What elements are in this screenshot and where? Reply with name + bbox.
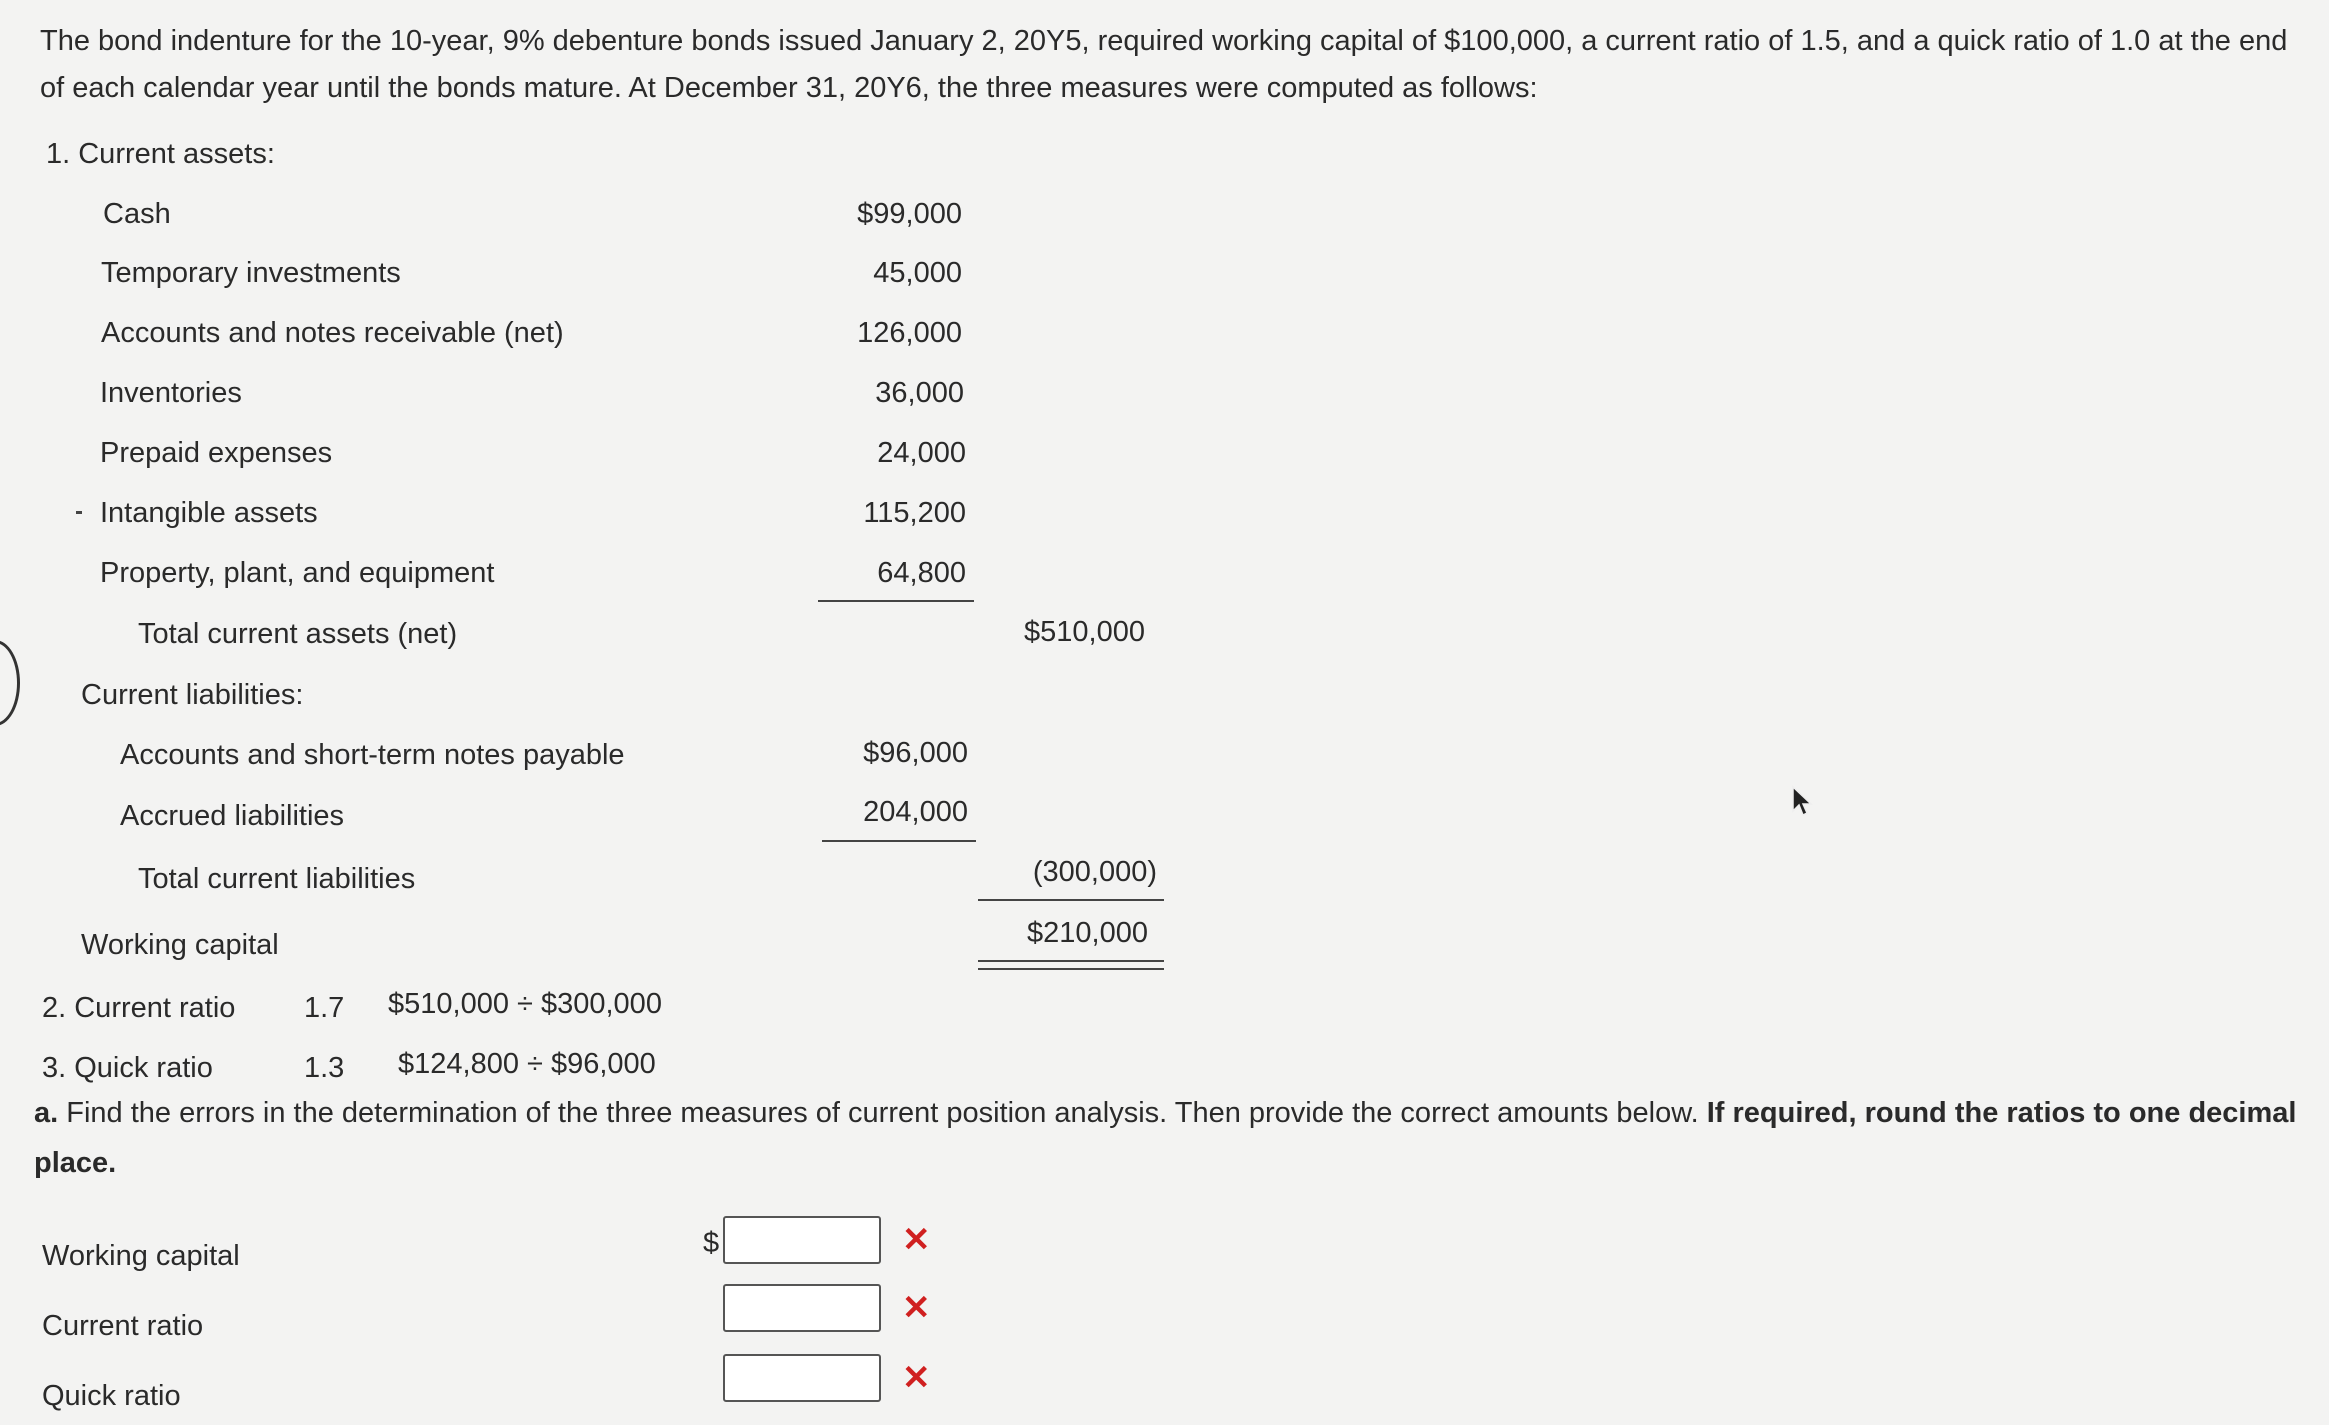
asset-label: Cash: [103, 198, 171, 230]
total-current-liabilities-amount: (300,000): [1032, 856, 1157, 888]
liability-label: Accounts and short-term notes payable: [120, 739, 625, 771]
section-current-assets-heading: 1. Current assets:: [46, 138, 275, 170]
current-ratio-input[interactable]: [723, 1284, 881, 1332]
asset-amount: 64,800: [877, 557, 966, 589]
asset-label: Prepaid expenses: [100, 437, 333, 469]
quick-ratio-label: 3. Quick ratio: [42, 1052, 213, 1084]
question-bold-text: If required, round the ratios to one decimal place.: [34, 1097, 2297, 1179]
asset-amount: 24,000: [877, 437, 966, 469]
total-current-liabilities-label: Total current liabilities: [138, 863, 416, 895]
current-ratio-formula: $510,000 ÷ $300,000: [388, 988, 662, 1020]
question-a: [34, 1088, 2304, 1188]
current-liabilities-heading: Current liabilities:: [81, 679, 304, 711]
page-edge-arc: [0, 640, 20, 726]
asset-label: Intangible assets: [100, 497, 318, 529]
answer-label-current-ratio: Current ratio: [42, 1310, 204, 1342]
total-current-assets-label: Total current assets (net): [138, 618, 458, 650]
asset-amount: 126,000: [857, 317, 962, 349]
total-rule: [978, 899, 1164, 901]
working-capital-input[interactable]: [723, 1216, 881, 1264]
working-capital-label: Working capital: [81, 929, 279, 961]
working-capital-amount: $210,000: [1027, 917, 1148, 949]
asset-label: Accounts and notes receivable (net): [101, 317, 564, 349]
subtotal-rule: [818, 600, 974, 602]
quick-ratio-value: 1.3: [304, 1052, 345, 1084]
incorrect-x-icon: ✕: [902, 1359, 931, 1397]
liability-amount: $96,000: [863, 737, 968, 769]
quick-ratio-input[interactable]: [723, 1354, 881, 1402]
question-prefix: a.: [34, 1097, 59, 1129]
asset-amount: $99,000: [857, 198, 962, 230]
problem-intro: The bond indenture for the 10-year, 9% debenture bonds issued January 2, 20Y5, required working capital of $100,000, a current ratio of 1.5, and a quick ratio of 1.0 at the end of each calendar year until the bonds mature. At December 31, 20Y6, the three measures were computed as follows:: [40, 25, 2288, 104]
question-text: Find the errors in the determination of the three measures of current position analysis. Then provide the correct amounts below.: [66, 1097, 1699, 1129]
answer-label-working-capital: Working capital: [42, 1240, 240, 1272]
total-current-assets-amount: $510,000: [1024, 616, 1145, 648]
asset-label: Temporary investments: [101, 257, 401, 289]
asset-amount: 45,000: [873, 257, 962, 289]
asset-label: Property, plant, and equipment: [100, 557, 495, 589]
asset-amount: 115,200: [863, 497, 966, 529]
liability-amount: 204,000: [863, 796, 968, 828]
liability-label: Accrued liabilities: [120, 800, 345, 832]
currency-symbol: $: [703, 1227, 720, 1259]
answer-label-quick-ratio: Quick ratio: [42, 1380, 181, 1412]
current-ratio-value: 1.7: [304, 992, 345, 1024]
mouse-cursor-icon: [1790, 785, 1816, 819]
quick-ratio-formula: $124,800 ÷ $96,000: [398, 1048, 656, 1080]
incorrect-x-icon: ✕: [902, 1221, 931, 1259]
asset-label: Inventories: [100, 377, 242, 409]
current-ratio-label: 2. Current ratio: [42, 992, 236, 1024]
subtotal-rule: [822, 840, 976, 842]
asset-amount: 36,000: [875, 377, 964, 409]
bullet-mark: [76, 511, 82, 514]
double-underline: [978, 960, 1164, 970]
incorrect-x-icon: ✕: [902, 1289, 931, 1327]
